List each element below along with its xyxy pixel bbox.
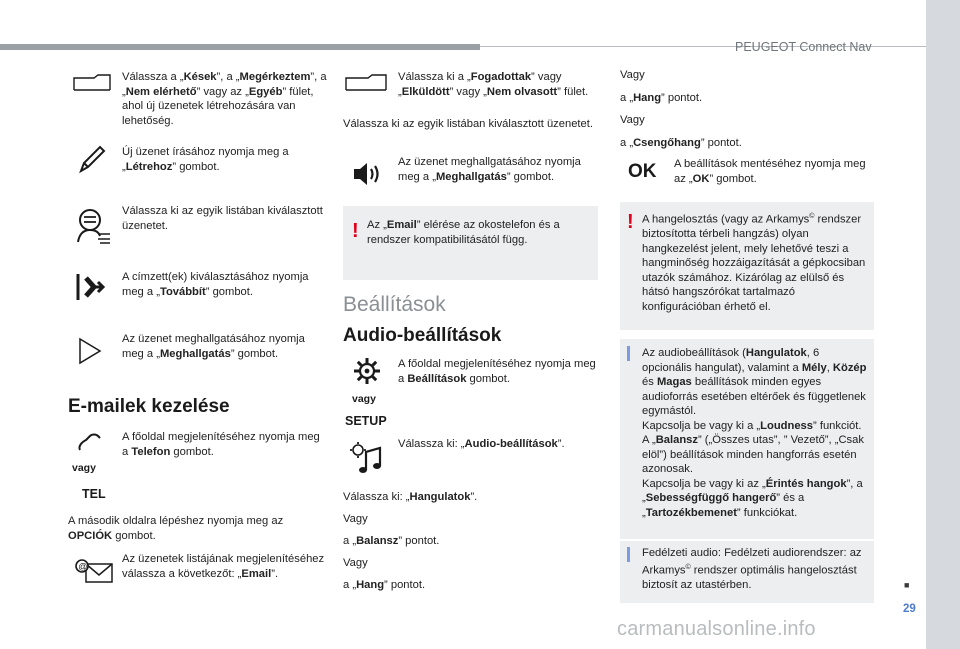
- tab-folder-icon-2: [344, 74, 388, 92]
- gear-icon: [352, 356, 382, 386]
- pencil-icon: [78, 144, 106, 174]
- speaker-icon: [352, 160, 384, 188]
- info-icon: [627, 346, 630, 361]
- svg-text:@: @: [78, 561, 88, 572]
- item-forward-text: A címzett(ek) kiválasztásához nyomja meg a „Továbbít” gombot.: [122, 271, 309, 298]
- audio-heading: Audio-beállítások: [343, 325, 502, 346]
- setup-button-label: SETUP: [345, 414, 387, 428]
- settings-home-text: A főoldal megjelenítéséhez nyomja meg a Beállítások gombot.: [398, 358, 596, 385]
- page-number: 29: [903, 603, 916, 615]
- item-create-text: Új üzenet írásához nyomja meg a „Létrehoz” gombot.: [122, 146, 289, 173]
- onboard-audio-text: Fedélzeti audio: Fedélzeti audiorendszer: az Arkamys© rendszer optimális hangelosztást biztosít az utastérben.: [642, 547, 862, 591]
- or-text-4: Vagy: [620, 114, 645, 126]
- item-select-text: Válassza ki az egyik listában kiválasztott üzenetet.: [122, 205, 323, 232]
- page-sidebar: [926, 0, 960, 649]
- item-tabs-text: Válassza a „Kések”, a „Megérkeztem”, a „Nem elérhető” vagy az „Egyéb” fület, ahol új üzenetek létrehozására van lehetőség.: [122, 71, 327, 127]
- settings-heading: Beállítások: [343, 293, 446, 316]
- ringtone-text: a „Csengőhang” pontot.: [620, 137, 742, 149]
- vagy-label-2: vagy: [352, 393, 376, 405]
- audio-settings-icon: [348, 440, 384, 476]
- ok-button-label: OK: [628, 161, 657, 182]
- email-options-text: A második oldalra lépéshez nyomja meg az OPCIÓK gombot.: [68, 515, 284, 542]
- info-icon-2: [627, 547, 630, 562]
- item-listen-text: Az üzenet meghallgatásához nyomja meg a „Meghallgatás” gombot.: [122, 333, 305, 360]
- balance-text: a „Balansz” pontot.: [343, 535, 440, 547]
- tel-button-label: TEL: [82, 487, 106, 501]
- tab-folder-icon: [72, 74, 112, 92]
- email-home-text: A főoldal megjelenítéséhez nyomja meg a Telefon gombot.: [122, 431, 320, 458]
- email-heading: E-mailek kezelése: [68, 396, 230, 417]
- sound-text-2: a „Hang” pontot.: [620, 92, 703, 104]
- folder-select-text: Válassza ki az egyik listában kiválasztott üzenetet.: [343, 118, 593, 130]
- email-icon: [74, 556, 114, 586]
- watermark: carmanualsonline.info: [617, 618, 816, 640]
- save-settings-text: A beállítások mentéséhez nyomja meg az „OK” gombot.: [674, 158, 866, 185]
- ambience-text: Válassza ki: „Hangulatok”.: [343, 491, 478, 503]
- email-list-text: Az üzenetek listájának megjelenítéséhez válassza a következőt: „Email”.: [122, 553, 325, 580]
- forward-icon: [76, 272, 106, 302]
- header-rule: [0, 44, 480, 50]
- vagy-label: vagy: [72, 462, 96, 474]
- listen-text-2: Az üzenet meghallgatásához nyomja meg a „Meghallgatás” gombot.: [398, 156, 581, 183]
- or-text-2: Vagy: [343, 557, 368, 569]
- or-text-1: Vagy: [343, 513, 368, 525]
- message-list-icon: [76, 206, 112, 244]
- audio-info-text: Az audiobeállítások (Hangulatok, 6 opcionális hangulat), valamint a Mély, Közép és Magas beállítások minden egyes audioforrás esetében eltérőek és függetlenek egymástól. Kapcsolja be vagy ki a „Loudness” funkciót. A „Balansz” („Összes utas”, ” Vezető”, „Csak elöl”) beállítások minden hangforrás esetén azonosak. Kapcsolja be vagy ki az „Érintés hangok”, a „Sebességfüggő hangerő” és a „Tartozékbemenet” funkciókat.: [642, 347, 867, 519]
- phone-icon: [76, 430, 102, 456]
- play-icon: [78, 337, 102, 365]
- email-compat-text: Az „Email” elérése az okostelefon és a rendszer kompatibilitásától függ.: [367, 219, 560, 246]
- balance-note-text: A hangelosztás (vagy az Arkamys© rendszer biztosította térbeli hangzás) olyan hangkezelést jelent, mely lehetővé teszi a hangminőség hozzáigazítását a gépkocsiban utazók számához. Kizárólag az elülső és hátsó hangszórókat tartalmazó konfigurációban érhető el.: [642, 213, 866, 313]
- folder-tabs-text: Válassza ki a „Fogadottak” vagy „Elküldött” vagy „Nem olvasott” fület.: [398, 71, 589, 98]
- end-marker: ■: [904, 580, 910, 590]
- or-text-3: Vagy: [620, 69, 645, 81]
- warning-icon-2: !: [627, 211, 634, 233]
- page-header-title: PEUGEOT Connect Nav: [735, 40, 872, 54]
- audio-settings-text: Válassza ki: „Audio-beállítások”.: [398, 438, 565, 450]
- sound-text: a „Hang” pontot.: [343, 579, 426, 591]
- warning-icon: !: [352, 220, 359, 242]
